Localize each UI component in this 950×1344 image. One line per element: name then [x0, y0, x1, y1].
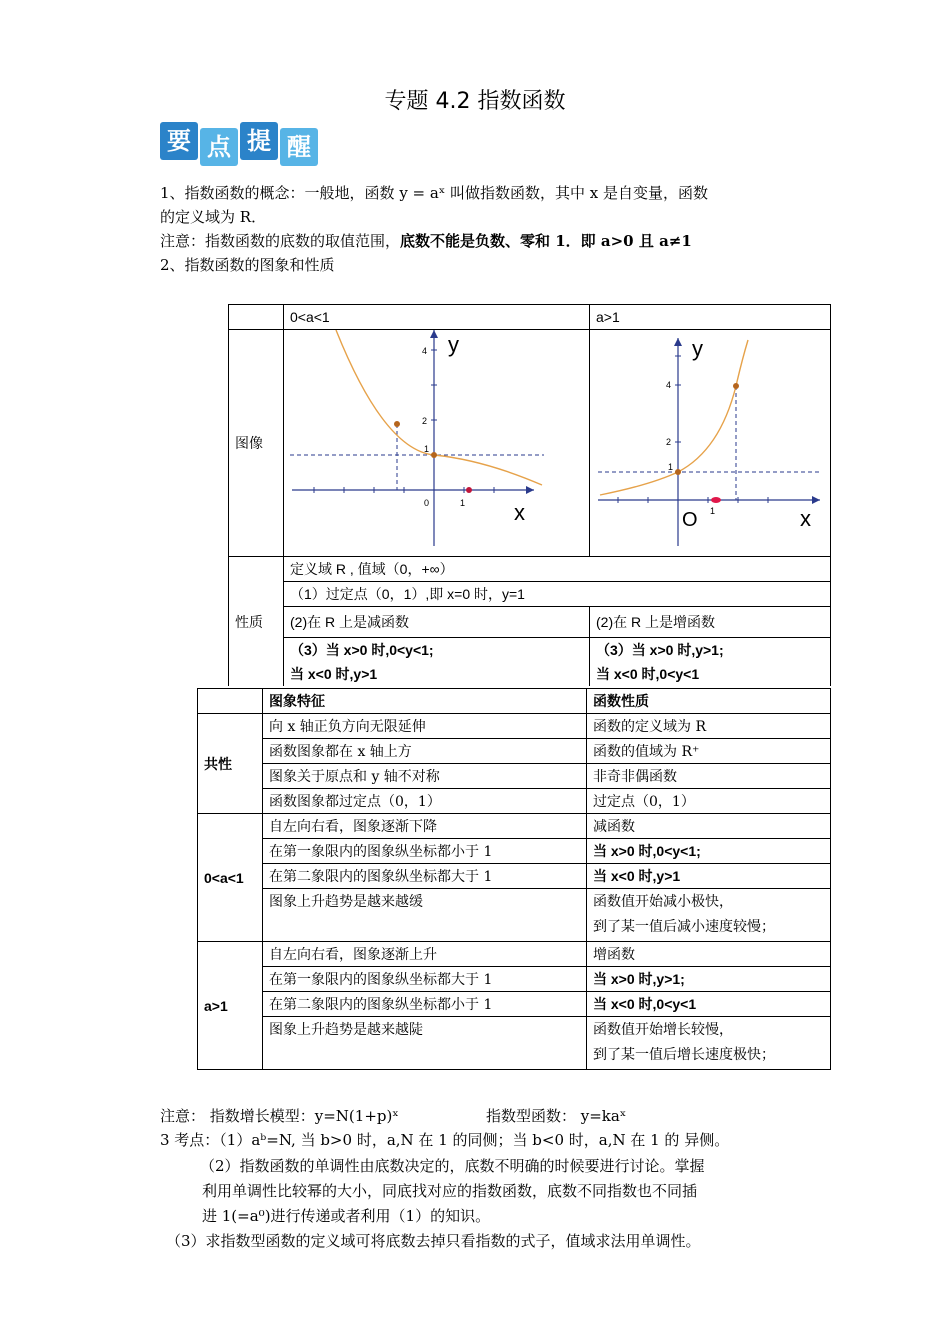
note-keypoint-2a: （2）指数函数的单调性由底数决定的，底数不明确的时候要进行讨论。掌握	[200, 1157, 705, 1175]
table-row: 图象上升趋势是越来越缓	[263, 889, 587, 942]
intro-note: 注意：指数函数的底数的取值范围，	[160, 232, 401, 250]
y-axis-arrow	[430, 330, 438, 338]
p3-left-2: 当 x<0 时,y>1	[284, 662, 590, 686]
point-left	[394, 421, 400, 427]
tick-4: 4	[666, 380, 672, 390]
origin-label: O	[682, 509, 698, 531]
graph-right	[590, 330, 830, 552]
badge-char-3: 提	[240, 122, 278, 160]
table-row: 函数的值域为 R⁺	[587, 739, 831, 764]
table-row: 减函数	[587, 814, 831, 839]
tick-1y: 1	[424, 444, 430, 454]
y-label: y	[448, 332, 459, 357]
table-row	[587, 889, 831, 942]
x-axis-arrow	[812, 496, 820, 504]
note-keypoint-2b: 利用单调性比较幂的大小，同底找对应的指数函数，底数不同指数也不同插	[202, 1182, 698, 1200]
head-left: 0<a<1	[284, 305, 590, 330]
table-row	[587, 1017, 831, 1070]
table-row: 在第二象限内的图象纵坐标都大于 1	[263, 864, 587, 889]
table-row: 在第一象限内的图象纵坐标都大于 1	[263, 967, 587, 992]
intro-line-2: 的定义域为 R．	[160, 208, 267, 226]
table-row: 自左向右看，图象逐渐上升	[263, 942, 587, 967]
y-label: y	[692, 336, 703, 361]
cell-line-1: 函数值开始增长较慢，	[593, 1022, 733, 1038]
x-label: x	[800, 506, 811, 531]
group-common: 共性	[198, 714, 263, 814]
point-x1	[711, 497, 721, 503]
tick-1x: 1	[710, 506, 716, 516]
table-row: 函数图象都在 x 轴上方	[263, 739, 587, 764]
point-fixed	[675, 469, 681, 475]
p3-right-2: 当 x<0 时,0<y<1	[590, 662, 831, 686]
table-row: 当 x>0 时,y>1;	[587, 967, 831, 992]
note-keypoint-1: 3 考点：（1）aᵇ=N, 当 b>0 时，a,N 在 1 的同侧；当 b<0 时，a,N 在 1 的 异侧。	[160, 1131, 730, 1149]
decreasing-curve	[336, 330, 542, 485]
table-row: 图象关于原点和 y 轴不对称	[263, 764, 587, 789]
mono-left: (2)在 R 上是减函数	[284, 607, 590, 638]
fixed-point: （1）过定点（0，1）,即 x=0 时，y=1	[284, 582, 831, 607]
intro-line-3	[160, 230, 800, 252]
point-fixed	[431, 452, 437, 458]
header-property: 函数性质	[587, 689, 831, 714]
head-right: a>1	[590, 305, 831, 330]
table-row: 在第二象限内的图象纵坐标都小于 1	[263, 992, 587, 1017]
group-big: a>1	[198, 942, 263, 1070]
cell-line-1: 函数值开始减小极快，	[593, 894, 733, 910]
badge-char-2: 点	[200, 128, 238, 166]
p3-left-1: （3）当 x>0 时,0<y<1;	[284, 638, 590, 663]
cell-line-2: 到了某一值后增长速度极快；	[593, 1047, 775, 1063]
note-exp-type: 指数型函数： y=kaˣ	[486, 1107, 627, 1125]
domain-range: 定义域 R , 值域（0，+∞）	[284, 557, 831, 582]
badge-char-1: 要	[160, 122, 198, 160]
tick-1x: 1	[460, 498, 466, 508]
point-right	[733, 383, 739, 389]
p3-right-1: （3）当 x>0 时,y>1;	[590, 638, 831, 663]
row-prop-label: 性质	[229, 557, 284, 687]
intro-line-1: 1、指数函数的概念：一般地，函数 y = aˣ 叫做指数函数，其中 x 是自变量，函数	[160, 184, 708, 202]
table-row: 当 x<0 时,y>1	[587, 864, 831, 889]
feature-property-table	[197, 688, 831, 1070]
header-feature: 图象特征	[263, 689, 587, 714]
tick-0: 0	[424, 498, 430, 508]
tick-2: 2	[666, 437, 672, 447]
table-row: 自左向右看，图象逐渐下降	[263, 814, 587, 839]
note-keypoint-3: （3）求指数型函数的定义域可将底数去掉只看指数的式子，值域求法用单调性。	[166, 1232, 701, 1250]
table-row: 向 x 轴正负方向无限延伸	[263, 714, 587, 739]
tick-1y: 1	[668, 462, 674, 472]
table-row: 函数的定义域为 R	[587, 714, 831, 739]
table-row: 过定点（0，1）	[587, 789, 831, 814]
table-row: 函数图象都过定点（0，1）	[263, 789, 587, 814]
graph-property-table	[228, 304, 831, 686]
graph-right-cell	[590, 330, 831, 557]
table-row: 非奇非偶函数	[587, 764, 831, 789]
x-label: x	[514, 500, 525, 525]
table-row: 当 x<0 时,0<y<1	[587, 992, 831, 1017]
note-keypoint-2c: 进 1(=a⁰)进行传递或者利用（1）的知识。	[202, 1207, 491, 1225]
point-x1	[466, 487, 472, 493]
tick-2: 2	[422, 416, 428, 426]
table-row: 在第一象限内的图象纵坐标都小于 1	[263, 839, 587, 864]
row-image-label: 图像	[229, 330, 284, 557]
table-row: 当 x>0 时,0<y<1;	[587, 839, 831, 864]
mono-right: (2)在 R 上是增函数	[590, 607, 831, 638]
graph-left	[284, 330, 589, 552]
intro-line-4: 2、指数函数的图象和性质	[160, 256, 335, 274]
note-growth-model: 注意： 指数增长模型：y=N(1+p)ˣ	[160, 1107, 399, 1125]
table-row: 图象上升趋势是越来越陡	[263, 1017, 587, 1070]
intro-note-bold: 底数不能是负数、零和 1．即 a>0 且 a≠1	[400, 232, 692, 250]
tick-4: 4	[422, 346, 428, 356]
graph-left-cell	[284, 330, 590, 557]
cell-line-2: 到了某一值后减小速度较慢；	[593, 919, 775, 935]
y-axis-arrow	[674, 338, 682, 346]
table-row: 增函数	[587, 942, 831, 967]
badge-char-4: 醒	[280, 128, 318, 166]
x-axis-arrow	[526, 486, 534, 494]
page-title: 专题 4.2 指数函数	[384, 89, 566, 114]
group-small: 0<a<1	[198, 814, 263, 942]
